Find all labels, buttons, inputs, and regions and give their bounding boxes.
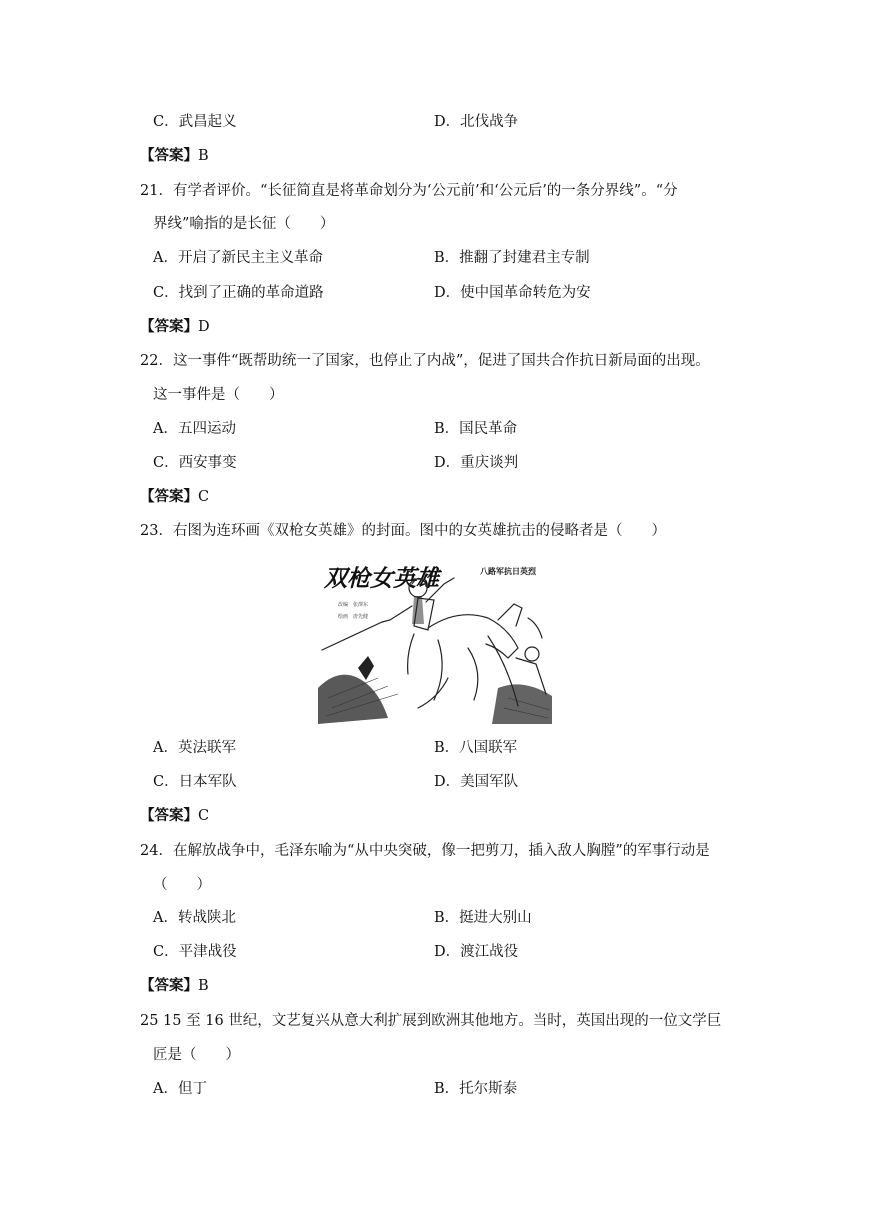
option-a: A．但丁 <box>153 1081 207 1097</box>
option-b: B．挺进大别山 <box>434 910 532 926</box>
answer <box>140 146 209 166</box>
option-d: D．使中国革命转危为安 <box>434 285 591 301</box>
answer <box>140 806 209 826</box>
answer-label: 【答案】 <box>140 808 198 824</box>
option-c: C．日本军队 <box>153 774 237 790</box>
answer-label: 【答案】 <box>140 978 198 994</box>
answer-value: B <box>198 148 209 164</box>
option-a: A．五四运动 <box>153 421 236 437</box>
answer <box>140 317 210 337</box>
option-b: B．推翻了封建君主专制 <box>434 250 590 266</box>
option-d: D．重庆谈判 <box>434 455 519 471</box>
option-a: A．转战陕北 <box>153 910 236 926</box>
answer-value: B <box>198 978 209 994</box>
question-21-line1: 21．有学者评价。“长征简直是将革命划分为‘公元前’和‘公元后’的一条分界线”。“分 <box>140 183 678 199</box>
answer-label: 【答案】 <box>140 148 198 164</box>
cover-title: 双枪女英雄 <box>324 566 439 592</box>
answer-label: 【答案】 <box>140 319 198 335</box>
option-a: A．开启了新民主主义革命 <box>153 250 323 266</box>
answer-value: C <box>198 489 210 505</box>
answer <box>140 487 209 507</box>
question-25-line2: 匠是（ ） <box>153 1047 240 1063</box>
option-d: D．北伐战争 <box>434 114 519 130</box>
option-b: B．托尔斯泰 <box>434 1081 518 1097</box>
answer-label: 【答案】 <box>140 489 198 505</box>
comic-cover-illustration <box>318 558 552 724</box>
question-22-line2: 这一事件是（ ） <box>153 387 284 403</box>
cover-series: 八路军抗日英烈 <box>480 567 536 576</box>
question-24-line2: （ ） <box>153 877 211 893</box>
option-c: C．平津战役 <box>153 944 237 960</box>
option-b: B．国民革命 <box>434 421 518 437</box>
option-c: C．找到了正确的革命道路 <box>153 285 324 301</box>
question-25-line1: 25 15 至 16 世纪，文艺复兴从意大利扩展到欧洲其他地方。当时，英国出现的一位文学巨 <box>140 1013 722 1029</box>
option-c: C．西安事变 <box>153 455 237 471</box>
question-21-line2: 界线”喻指的是长征（ ） <box>153 216 335 232</box>
option-b: B．八国联军 <box>434 740 518 756</box>
question-22-line1: 22．这一事件“既帮助统一了国家，也停止了内战”，促进了国共合作抗日新局面的出现。 <box>140 353 710 369</box>
answer-value: D <box>198 319 210 335</box>
answer-value: C <box>198 808 210 824</box>
cover-credit-adapt: 改编 张澤东 <box>338 602 369 608</box>
answer <box>140 976 209 996</box>
option-d: D．美国军队 <box>434 774 519 790</box>
cover-credit-draw: 绘画 唐先健 <box>338 614 369 620</box>
option-d: D．渡江战役 <box>434 944 519 960</box>
option-a: A．英法联军 <box>153 740 236 756</box>
question-24-line1: 24．在解放战争中，毛泽东喻为“从中央突破，像一把剪刀，插入敌人胸膛”的军事行动是 <box>140 843 710 859</box>
option-c: C．武昌起义 <box>153 114 237 130</box>
question-23: 23．右图为连环画《双枪女英雄》的封面。图中的女英雄抗击的侵略者是（ ） <box>140 523 666 539</box>
